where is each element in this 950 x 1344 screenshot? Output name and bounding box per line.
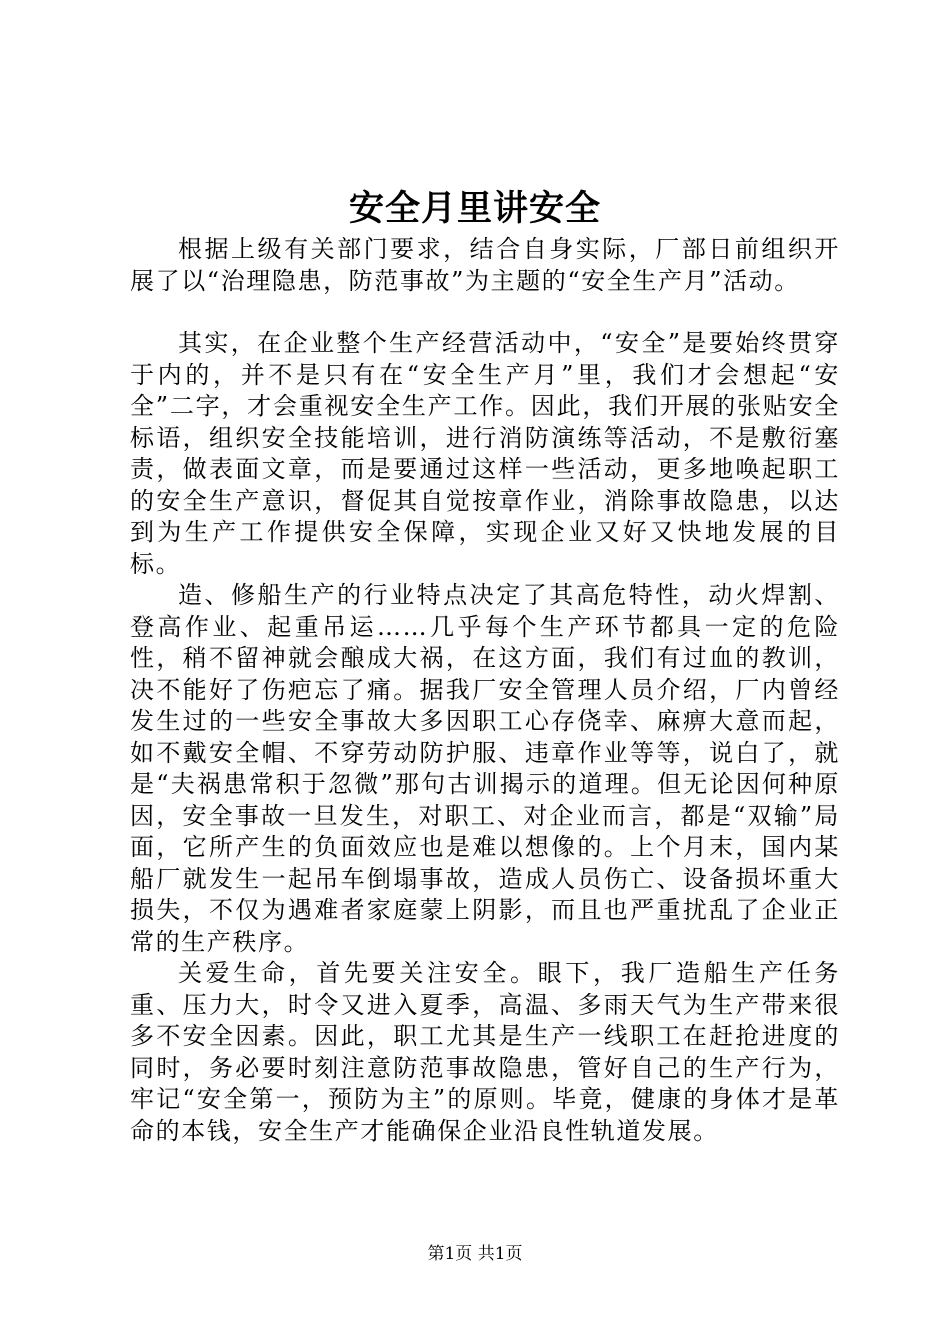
document-body (130, 234, 840, 1147)
document-title: 安全月里讲安全 (348, 188, 601, 229)
paragraph-care-for-life: 关爱生命，首先要关注安全。眼下，我厂造船生产任务重、压力大，时令又进入夏季，高温、多雨天气为生产带来很多不安全因素。因此，职工尤其是生产一线职工在赶抢进度的同时，务必要时刻注意防范事故隐患，管好自己的生产行为，牢记“安全第一，预防为主”的原则。毕竟，健康的身体才是革命的本钱，安全生产才能确保企业沿良性轨道发展。 (130, 959, 840, 1145)
page-footer: 第1页 共1页 (427, 1244, 523, 1264)
paragraph-industry-risks: 造、修船生产的行业特点决定了其高危特性，动火焊割、登高作业、起重吊运……几乎每个生产环节都具一定的危险性，稍不留神就会酿成大祸，在这方面，我们有过血的教训，决不能好了伤疤忘了痛。据我厂安全管理人员介绍，厂内曾经发生过的一些安全事故大多因职工心存侥幸、麻痹大意而起，如不戴安全帽、不穿劳动防护服、违章作业等等，说白了，就是“夫祸患常积于忽微”那句古训揭示的道理。但无论因何种原因，安全事故一旦发生，对职工、对企业而言，都是“双输”局面，它所产生的负面效应也是难以想像的。上个月末，国内某船厂就发生一起吊车倒塌事故，造成人员伤亡、设备损坏重大损失，不仅为遇难者家庭蒙上阴影，而且也严重扰乱了企业正常的生产秩序。 (130, 581, 840, 956)
paragraph-safety-awareness: 其实，在企业整个生产经营活动中，“安全”是要始终贯穿于内的，并不是只有在“安全生产月”里，我们才会想起“安全”二字，才会重视安全生产工作。因此，我们开展的张贴安全标语，组织安全技能培训，进行消防演练等活动，不是敷衍塞责，做表面文章，而是要通过这样一些活动，更多地唤起职工的安全生产意识，督促其自觉按章作业，消除事故隐患，以达到为生产工作提供安全保障，实现企业又好又快地发展的目标。 (130, 329, 840, 578)
paragraph-intro: 根据上级有关部门要求，结合自身实际，厂部日前组织开展了以“治理隐患，防范事故”为主题的“安全生产月”活动。 (130, 235, 840, 295)
